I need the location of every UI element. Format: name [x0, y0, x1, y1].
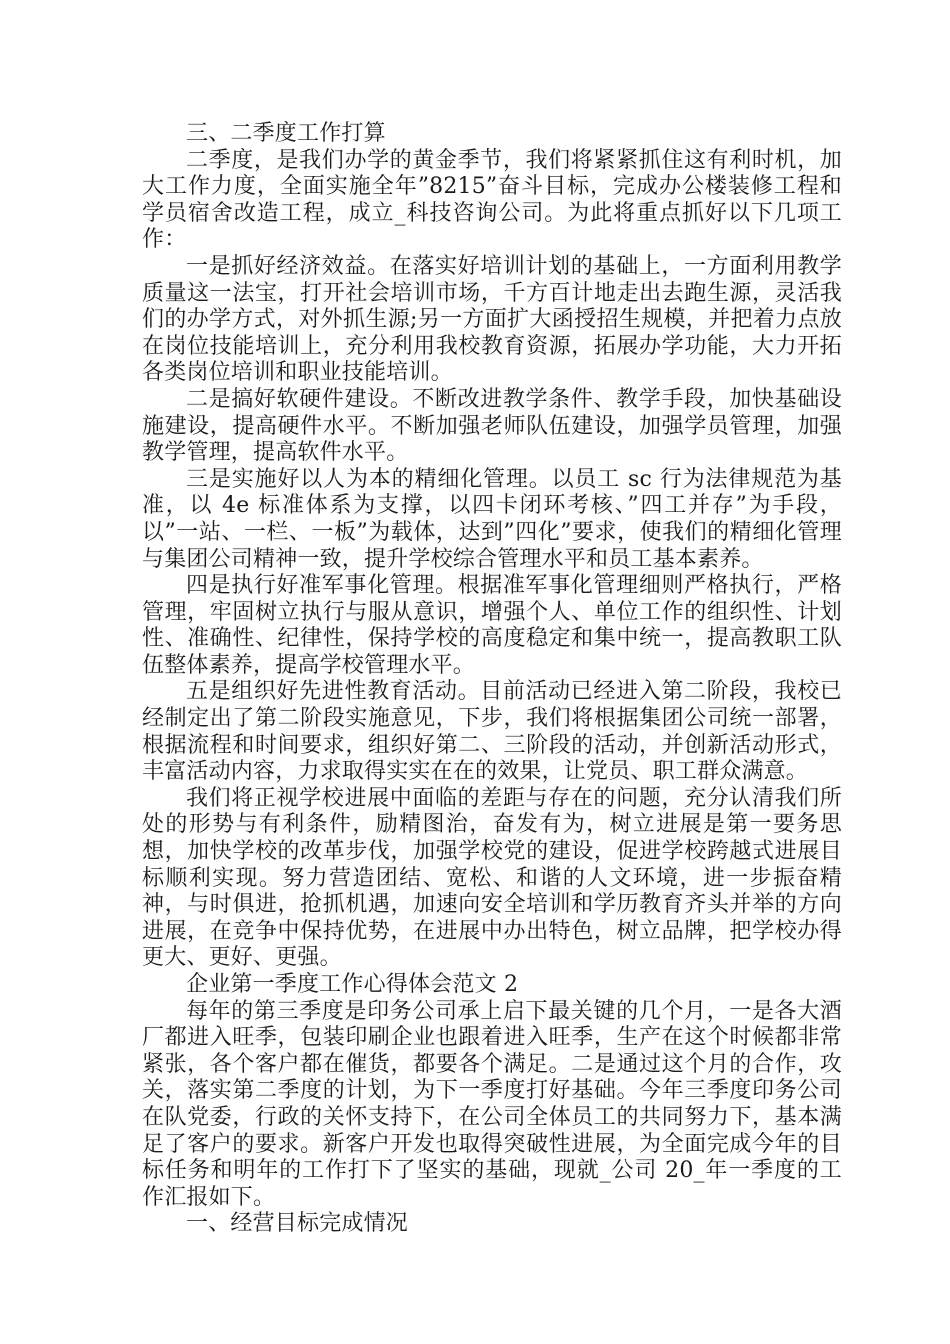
paragraph: 二季度，是我们办学的黄金季节，我们将紧紧抓住这有利时机，加大工作力度，全面实施全年”8215”奋斗目标，完成办公楼装修工程和学员宿舍改造工程，成立_科技咨询公司。为此将重点抓好以下几项工作： [142, 147, 842, 253]
section-heading: 三、二季度工作打算 [186, 121, 386, 146]
paragraph: 五是组织好先进性教育活动。目前活动已经进入第二阶段，我校已经制定出了第二阶段实施意见，下步，我们将根据集团公司统一部署，根据流程和时间要求，组织好第二、三阶段的活动，并创新活动形式，丰富活动内容，力求取得实实在在的效果，让党员、职工群众满意。 [142, 679, 842, 785]
document-body [142, 121, 842, 1238]
paragraph: 每年的第三季度是印务公司承上启下最关键的几个月，一是各大酒厂都进入旺季，包装印刷企业也跟着进入旺季，生产在这个时候都非常紧张，各个客户都在催货，都要各个满足。二是通过这个月的合作，攻关，落实第二季度的计划，为下一季度打好基础。今年三季度印务公司在队党委，行政的关怀支持下，在公司全体员工的共同努力下，基本满足了客户的要求。新客户开发也取得突破性进展，为全面完成今年的目标任务和明年的工作打下了坚实的基础，现就_公司 20_年一季度的工作汇报如下。 [142, 998, 842, 1210]
paragraph: 二是搞好软硬件建设。不断改进教学条件、教学手段，加快基础设施建设，提高硬件水平。不断加强老师队伍建设，加强学员管理，加强教学管理，提高软件水平。 [142, 386, 842, 466]
subheading: 一、经营目标完成情况 [186, 1211, 409, 1237]
paragraph: 四是执行好准军事化管理。根据准军事化管理细则严格执行，严格管理，牢固树立执行与服从意识，增强个人、单位工作的组织性、计划性、准确性、纪律性，保持学校的高度稳定和集中统一，提高教职工队伍整体素养，提高学校管理水平。 [142, 573, 842, 678]
paragraph: 三是实施好以人为本的精细化管理。以员工 sc 行为法律规范为基准，以 4e 标准体系为支撑，以四卡闭环考核、”四工并存”为手段，以”一站、一栏、一板”为载体，达到”四化”要求，使我们的精细化管理与集团公司精神一致，提升学校综合管理水平和员工基本素养。 [142, 466, 842, 572]
paragraph: 一是抓好经济效益。在落实好培训计划的基础上，一方面利用教学质量这一法宝，打开社会培训市场，千方百计地走出去跑生源，灵活我们的办学方式，对外抓生源;另一方面扩大函授招生规模，并把着力点放在岗位技能培训上，充分利用我校教育资源，拓展办学功能，大力开拓各类岗位培训和职业技能培训。 [142, 253, 842, 386]
article-title: 企业第一季度工作心得体会范文 2 [186, 972, 519, 997]
paragraph: 我们将正视学校进展中面临的差距与存在的问题，充分认清我们所处的形势与有利条件，励精图治，奋发有为，树立进展是第一要务思想，加快学校的改革步伐，加强学校党的建设，促进学校跨越式进展目标顺利实现。努力营造团结、宽松、和谐的人文环境，进一步振奋精神，与时俱进，抢抓机遇，加速向安全培训和学历教育齐头并举的方向进展，在竞争中保持优势，在进展中办出特色，树立品牌，把学校办得更大、更好、更强。 [142, 785, 842, 971]
